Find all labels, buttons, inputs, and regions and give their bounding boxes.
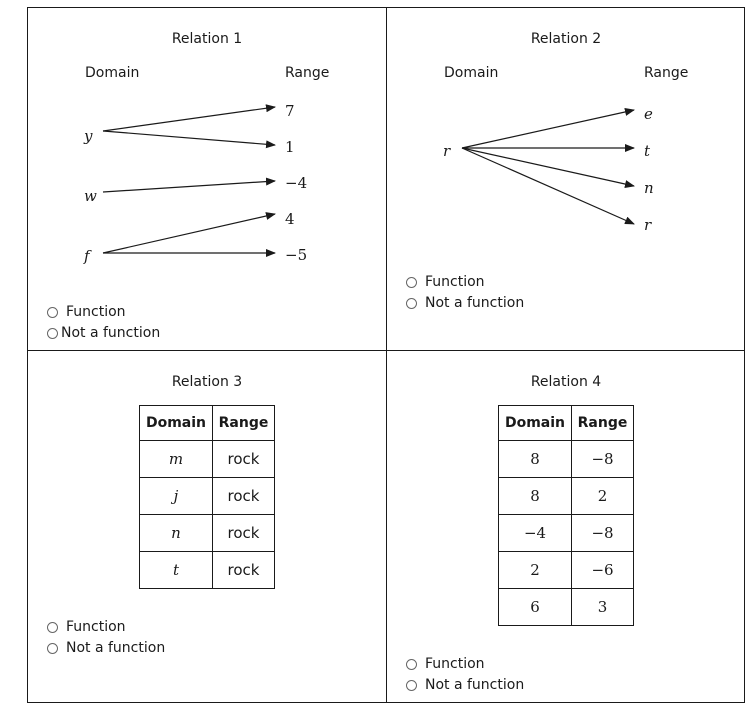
table-row (499, 589, 634, 626)
relation-1-range-7: 7 (285, 102, 295, 120)
relation-1-function-label: Function (66, 304, 126, 320)
relation-4-range-cell: 2 (572, 478, 634, 515)
relation-3-range-header: Range (213, 406, 275, 441)
relation-2-arrow-r-e (462, 110, 634, 148)
relation-4-range-cell: −8 (572, 515, 634, 552)
relation-4-title: Relation 4 (530, 374, 602, 390)
relation-3-function-option[interactable] (47, 619, 126, 635)
relation-2-range-t: t (644, 142, 651, 160)
relation-4-range-cell: −6 (572, 552, 634, 589)
relation-3-table (139, 405, 275, 589)
relation-2-title: Relation 2 (530, 31, 602, 47)
relation-4-function-label: Function (425, 656, 485, 672)
table-row (499, 441, 634, 478)
relation-4-range-header: Range (572, 406, 634, 441)
relation-4-domain-cell: 2 (499, 552, 572, 589)
relation-1-domain-y: y (84, 127, 93, 145)
relation-2-arrow-r-n (462, 148, 634, 186)
relation-4-not-function-radio[interactable] (406, 680, 417, 691)
relation-4-function-option[interactable] (406, 656, 485, 672)
relation-4-not-function-option[interactable] (406, 677, 524, 693)
relation-3-range-cell: rock (213, 441, 275, 478)
table-row (140, 478, 275, 515)
relation-3-not-function-label: Not a function (66, 640, 166, 656)
relation-2-domain-r: r (443, 142, 451, 160)
relation-4-range-cell: −8 (572, 441, 634, 478)
relation-2-range-n: n (644, 179, 654, 197)
relation-3-domain-cell: j (140, 478, 213, 515)
relation-2-not-function-label: Not a function (425, 295, 525, 311)
relation-4-domain-cell: 6 (499, 589, 572, 626)
table-row (499, 515, 634, 552)
relation-4-function-radio[interactable] (406, 659, 417, 670)
relation-2-arrow-r-r (462, 148, 634, 224)
table-row (140, 515, 275, 552)
relation-4-table (498, 405, 634, 626)
relation-3-range-cell: rock (213, 515, 275, 552)
relation-2-domain-header: Domain (444, 65, 499, 81)
relation-1-range-header: Range (285, 65, 330, 81)
relation-3-domain-header: Domain (140, 406, 213, 441)
relation-3-range-cell: rock (213, 478, 275, 515)
relation-1-range-neg5: −5 (285, 246, 308, 264)
relation-3-title: Relation 3 (171, 374, 243, 390)
relation-4-domain-cell: 8 (499, 441, 572, 478)
relation-3-domain-cell: t (140, 552, 213, 589)
relation-3-domain-cell: m (140, 441, 213, 478)
relation-1-range-4: 4 (285, 210, 295, 228)
relation-1-not-function-label: Not a function (61, 325, 161, 341)
relation-1-domain-f: f (84, 247, 90, 265)
relation-2-function-label: Function (425, 274, 485, 290)
table-row (140, 441, 275, 478)
relation-2-not-function-radio[interactable] (406, 298, 417, 309)
table-row (499, 552, 634, 589)
relation-4-range-cell: 3 (572, 589, 634, 626)
relation-1-domain-header: Domain (85, 65, 140, 81)
relation-3-function-label: Function (66, 619, 126, 635)
relation-4-domain-cell: −4 (499, 515, 572, 552)
relation-1-title: Relation 1 (171, 31, 243, 47)
relation-3-range-cell: rock (213, 552, 275, 589)
relation-2-not-function-option[interactable] (406, 295, 524, 311)
relation-3-not-function-option[interactable] (47, 640, 165, 656)
relation-4-domain-cell: 8 (499, 478, 572, 515)
table-row (499, 478, 634, 515)
relation-3-not-function-radio[interactable] (47, 643, 58, 654)
relation-3-domain-cell: n (140, 515, 213, 552)
relation-3-function-radio[interactable] (47, 622, 58, 633)
relation-2-function-radio[interactable] (406, 277, 417, 288)
relation-2-range-header: Range (644, 65, 689, 81)
relation-2-range-e: e (644, 105, 653, 123)
relation-1-range-1: 1 (285, 138, 295, 156)
relation-1-domain-w: w (84, 187, 97, 205)
table-row (140, 552, 275, 589)
relation-2-range-r: r (644, 216, 652, 234)
relation-4-not-function-label: Not a function (425, 677, 525, 693)
relation-2-function-option[interactable] (406, 274, 485, 290)
relation-4-domain-header: Domain (499, 406, 572, 441)
relation-1-range-neg4: −4 (285, 174, 308, 192)
